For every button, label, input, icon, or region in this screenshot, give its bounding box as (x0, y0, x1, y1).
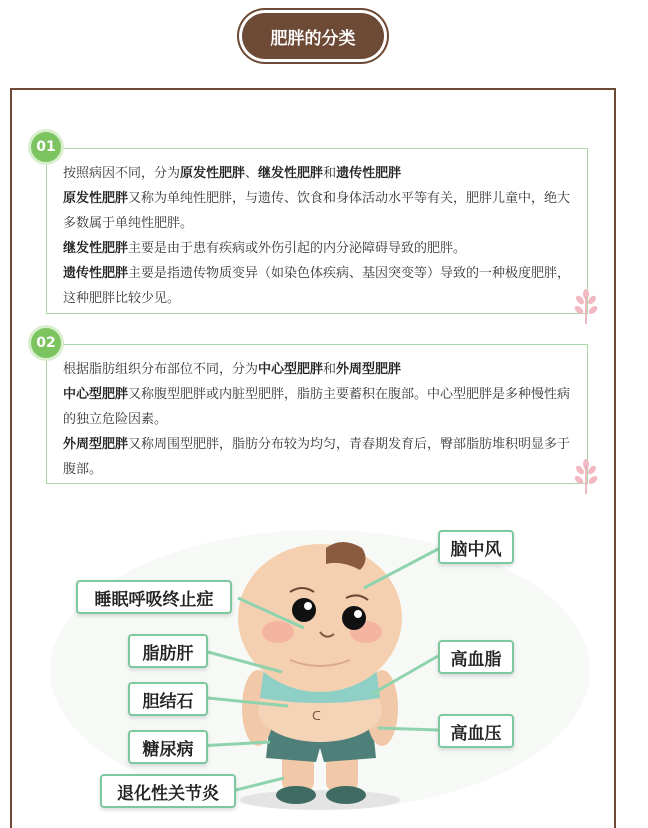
badge-01: 01 (31, 132, 61, 162)
label-osteoarthritis: 退化性关节炎 (100, 774, 236, 808)
card1-intro: 按照病因不同，分为原发性肥胖、继发性肥胖和遗传性肥胖 (63, 166, 402, 181)
card1-genetic: 遗传性肥胖主要是指遗传物质变异（如染色体疾病、基因突变等）导致的一种极度肥胖，这种肥胖比较少见。 (63, 266, 571, 306)
label-fatty-liver: 脂肪肝 (128, 634, 208, 668)
card2-intro: 根据脂肪组织分布部位不同，分为中心型肥胖和外周型肥胖 (63, 362, 402, 377)
label-diabetes: 糖尿病 (128, 730, 208, 764)
card-distribution-classification (46, 344, 588, 484)
svg-text:ᑕ: ᑕ (312, 709, 321, 723)
label-sleep-apnea: 睡眠呼吸终止症 (76, 580, 232, 614)
label-hypertension: 高血压 (438, 714, 514, 748)
obese-child-illustration (20, 500, 620, 812)
card1-primary: 原发性肥胖又称为单纯性肥胖，与遗传、饮食和身体活动水平等有关，肥胖儿童中，绝大多数属于单纯性肥胖。 (63, 191, 571, 231)
card2-central: 中心型肥胖又称腹型肥胖或内脏型肥胖，脂肪主要蓄积在腹部。中心型肥胖是多种慢性病的独立危险因素。 (63, 387, 571, 427)
card2-peripheral: 外周型肥胖又称周围型肥胖，脂肪分布较为均匀，青春期发育后，臀部脂肪堆积明显多于腹部。 (63, 437, 571, 477)
badge-02: 02 (31, 328, 61, 358)
card1-secondary: 继发性肥胖主要是由于患有疾病或外伤引起的内分泌障碍导致的肥胖。 (63, 241, 467, 256)
label-stroke: 脑中风 (438, 530, 514, 564)
section-title: 肥胖的分类 (242, 13, 384, 59)
label-gallstones: 胆结石 (128, 682, 208, 716)
flower-decoration-icon (572, 286, 600, 326)
label-hyperlipidemia: 高血脂 (438, 640, 514, 674)
flower-decoration-icon (572, 456, 600, 496)
card-cause-classification (46, 148, 588, 314)
